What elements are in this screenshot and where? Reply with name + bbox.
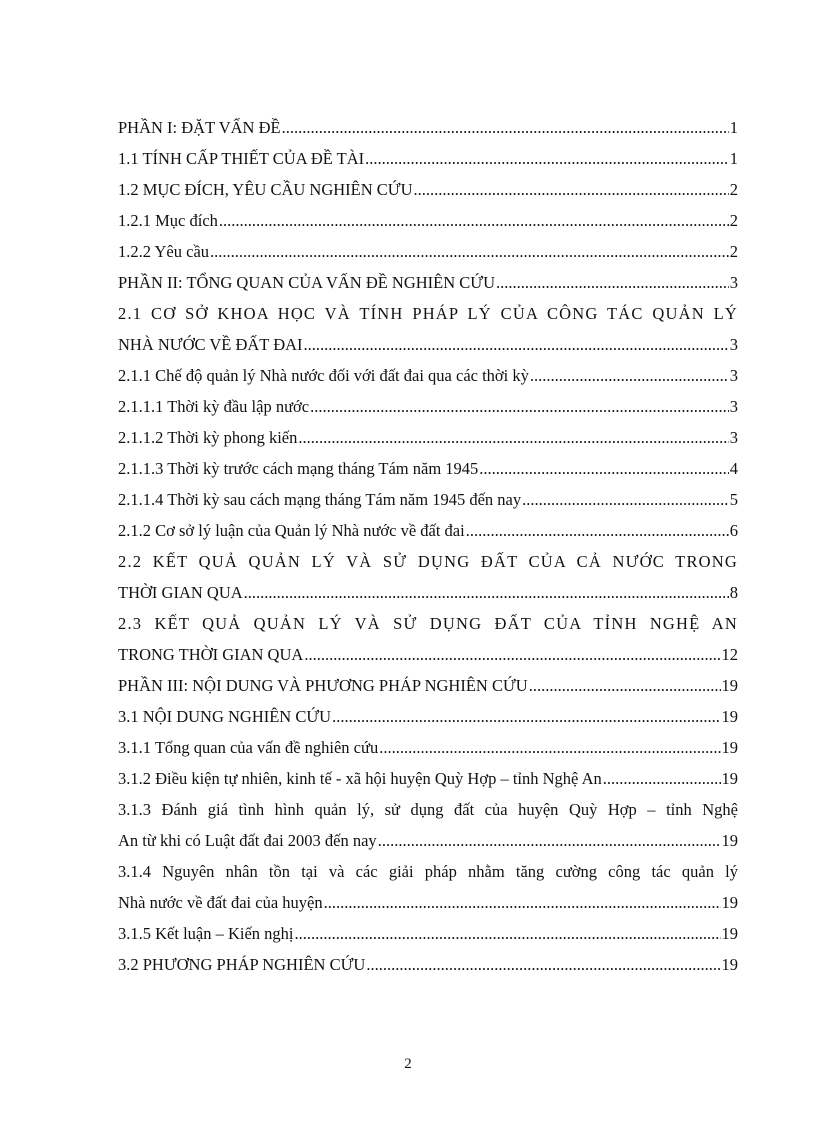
toc-entry [118,949,738,980]
toc-entry [118,515,738,546]
toc-leader-dots [310,391,729,422]
toc-entry [118,329,738,360]
toc-entry-label: 2.1.1.3 Thời kỳ trước cách mạng tháng Tám năm 1945 [118,459,479,478]
toc-entry-page: 5 [729,490,738,509]
toc-entry-label: 3.2 PHƯƠNG PHÁP NGHIÊN CỨU [118,955,366,974]
toc-leader-dots [379,732,720,763]
toc-entry-label: 2.1.2 Cơ sở lý luận của Quản lý Nhà nước về đất đai [118,521,465,540]
toc-entry-label: PHẦN III: NỘI DUNG VÀ PHƯƠNG PHÁP NGHIÊN CỨU [118,676,528,695]
toc-leader-dots [295,918,721,949]
toc-entry-label: Nhà nước về đất đai của huyện [118,893,323,912]
toc-entry-label: 1.2.1 Mục đích [118,211,218,230]
toc-entry-page: 3 [729,335,738,354]
toc-leader-dots [210,236,729,267]
toc-entry-label: 1.2.2 Yêu cầu [118,242,210,261]
toc-entry-page: 19 [721,707,738,726]
toc-entry-page: 1 [729,149,738,168]
toc-entry [118,422,738,453]
toc-entry-page: 2 [729,242,738,261]
toc-entry [118,639,738,670]
toc-leader-dots [244,577,729,608]
toc-entry-label: 1.1 TÍNH CẤP THIẾT CỦA ĐỀ TÀI [118,149,365,168]
toc-entry [118,143,738,174]
toc-entry [118,391,738,422]
toc-entry [118,887,738,918]
toc-leader-dots [324,887,721,918]
toc-entry-page: 8 [729,583,738,602]
toc-entry-label: 3.1.2 Điều kiện tự nhiên, kinh tế - xã hội huyện Quỳ Hợp – tỉnh Nghệ An [118,769,602,788]
toc-entry [118,484,738,515]
toc-entry-label: THỜI GIAN QUA [118,583,243,602]
toc-leader-dots [530,360,729,391]
toc-entry-label: 2.1.1.2 Thời kỳ phong kiến [118,428,298,447]
toc-entry-page: 19 [721,893,738,912]
toc-entry-page: 19 [721,955,738,974]
toc-entry-label: 1.2 MỤC ĐÍCH, YÊU CẦU NGHIÊN CỨU [118,180,413,199]
toc-leader-dots [304,639,720,670]
toc-leader-dots [332,701,720,732]
toc-entry [118,701,738,732]
toc-entry-page: 3 [729,273,738,292]
toc-entry [118,577,738,608]
toc-leader-dots [603,763,721,794]
toc-entry-label: TRONG THỜI GIAN QUA [118,645,304,664]
toc-entry-label: 2.1.1.1 Thời kỳ đầu lập nước [118,397,310,416]
toc-leader-dots [466,515,729,546]
toc-leader-dots [479,453,728,484]
toc-entry-label: 2.1.1 Chế độ quản lý Nhà nước đối với đất đai qua các thời kỳ [118,366,529,385]
toc-leader-dots [529,670,721,701]
toc-entry [118,205,738,236]
toc-entry [118,236,738,267]
toc-leader-dots [365,143,729,174]
toc-entry-label: 3.1.5 Kết luận – Kiến nghị [118,924,294,943]
toc-leader-dots [298,422,728,453]
toc-leader-dots [378,825,721,856]
toc-leader-dots [282,112,729,143]
toc-entry-label: 3.1.1 Tổng quan của vấn đề nghiên cứu [118,738,379,757]
toc-leader-dots [304,329,729,360]
toc-entry [118,918,738,949]
toc-entry-page: 19 [721,738,738,757]
toc-entry [118,360,738,391]
toc-entry-label: PHẦN II: TỔNG QUAN CỦA VẤN ĐỀ NGHIÊN CỨU [118,273,496,292]
toc-entry-page: 3 [729,397,738,416]
toc-leader-dots [414,174,729,205]
toc-entry-page: 3 [729,366,738,385]
toc-entry-first-line: 2.3 KẾT QUẢ QUẢN LÝ VÀ SỬ DỤNG ĐẤT CỦA TỈNH NGHỆ AN [118,614,738,633]
toc-entry-label: 3.1 NỘI DUNG NGHIÊN CỨU [118,707,332,726]
toc-entry-first-line: 2.2 KẾT QUẢ QUẢN LÝ VÀ SỬ DỤNG ĐẤT CỦA CẢ NƯỚC TRONG [118,552,738,571]
toc-entry [118,732,738,763]
toc-entry-page: 2 [729,180,738,199]
toc-entry-page: 4 [729,459,738,478]
toc-entry [118,763,738,794]
toc-entry-page: 19 [721,676,738,695]
toc-entry-page: 19 [721,769,738,788]
toc-entry-page: 19 [721,831,738,850]
toc-entry-page: 2 [729,211,738,230]
toc-entry-label: An từ khi có Luật đất đai 2003 đến nay [118,831,377,850]
toc-entry-first-line: 2.1 CƠ SỞ KHOA HỌC VÀ TÍNH PHÁP LÝ CỦA CÔNG TÁC QUẢN LÝ [118,304,738,323]
toc-entry [118,453,738,484]
toc-leader-dots [522,484,729,515]
toc-leader-dots [496,267,729,298]
toc-entry-label: NHÀ NƯỚC VỀ ĐẤT ĐAI [118,335,303,354]
table-of-contents [118,112,738,980]
toc-entry-first-line: 3.1.3 Đánh giá tình hình quản lý, sử dụng đất của huyện Quỳ Hợp – tỉnh Nghệ [118,800,738,819]
toc-entry [118,174,738,205]
toc-entry [118,267,738,298]
page-number: 2 [404,1056,412,1072]
toc-entry-page: 3 [729,428,738,447]
toc-entry-label: 2.1.1.4 Thời kỳ sau cách mạng tháng Tám năm 1945 đến nay [118,490,522,509]
toc-entry-page: 6 [729,521,738,540]
toc-leader-dots [219,205,729,236]
toc-entry-page: 1 [729,118,738,137]
toc-entry-label: PHẦN I: ĐẶT VẤN ĐỀ [118,118,281,137]
toc-entry-first-line: 3.1.4 Nguyên nhân tồn tại và các giải pháp nhằm tăng cường công tác quản lý [118,862,738,881]
toc-entry-page: 19 [721,924,738,943]
toc-entry [118,112,738,143]
toc-entry-page: 12 [721,645,738,664]
toc-entry [118,670,738,701]
toc-entry [118,825,738,856]
toc-leader-dots [366,949,720,980]
